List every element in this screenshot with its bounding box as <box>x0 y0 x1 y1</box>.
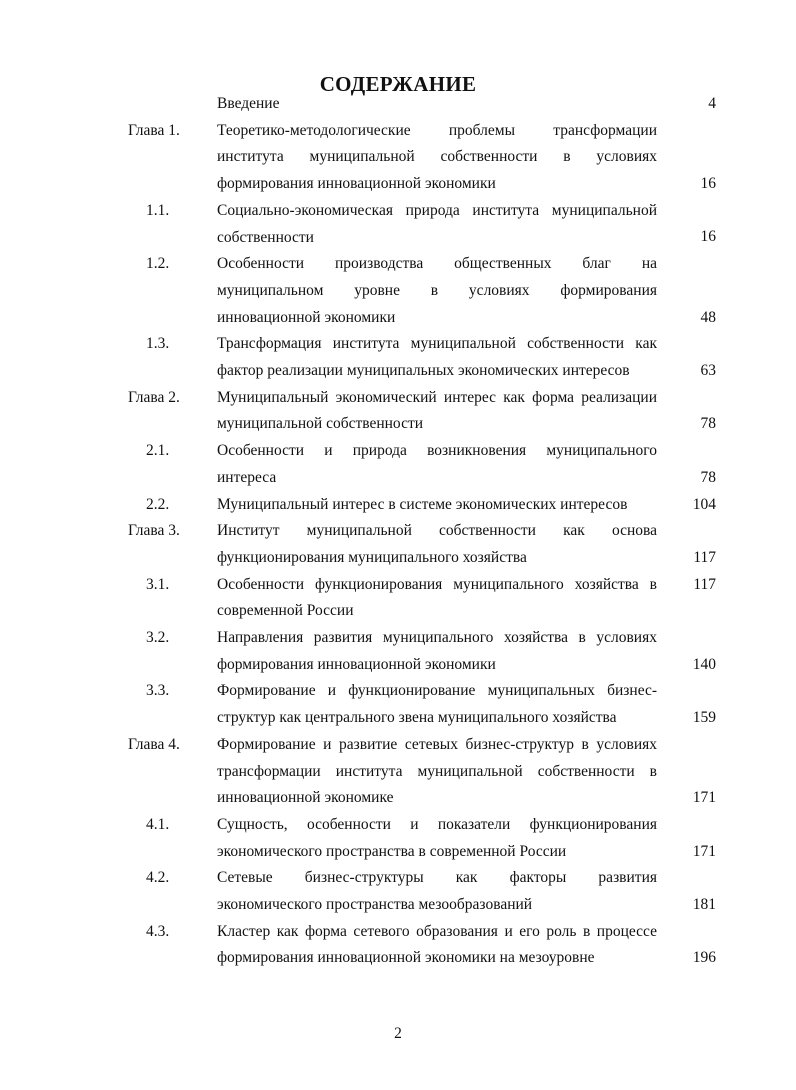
toc-entry-line: Особенности производства общественных благ на <box>217 255 657 273</box>
toc-entry-label: Глава 3. <box>128 522 180 540</box>
toc-entry-page: 16 <box>700 228 716 246</box>
toc-entry-page: 140 <box>692 655 716 673</box>
toc-entry-label: Глава 2. <box>128 388 180 406</box>
toc-entry-title <box>217 625 657 678</box>
toc-entry-page: 48 <box>700 308 716 326</box>
toc-entry-page: 104 <box>692 495 716 513</box>
toc-entry-line: муниципальной собственности <box>217 415 424 433</box>
toc-entry-label: 3.1. <box>146 575 170 593</box>
toc-entry-line: формирования инновационной экономики <box>217 175 496 193</box>
toc-entry-line: Особенности и природа возникновения муниципального <box>217 442 657 460</box>
toc-entry-title <box>217 251 657 331</box>
toc-entry-line: Особенности функционирования муниципального хозяйства в <box>217 575 657 593</box>
toc-entry-line: Муниципальный интерес в системе экономических интересов <box>217 495 628 513</box>
page-number: 2 <box>394 1025 402 1042</box>
toc-entry-line: Муниципальный экономический интерес как форма реализации <box>217 388 657 406</box>
toc-entry-page: 117 <box>693 548 716 566</box>
toc-entry-page: 4 <box>708 95 716 112</box>
toc-entry-label: 2.1. <box>146 442 170 460</box>
toc-entry-title <box>217 438 657 491</box>
toc-entry-line: фактор реализации муниципальных экономических интересов <box>217 362 630 379</box>
toc-entry-line: функционирования муниципального хозяйства <box>217 548 527 566</box>
toc-entry-title <box>217 732 657 812</box>
toc-entry-line: экономического пространства в современной России <box>217 842 567 860</box>
toc-entry-label: 1.2. <box>146 255 170 273</box>
toc-entry-title <box>217 331 657 384</box>
toc-entry-line: формирования инновационной экономики на мезоуровне <box>217 949 595 967</box>
toc-entry-line: структур как центрального звена муниципального хозяйства <box>217 709 617 727</box>
toc-entry-page: 16 <box>700 175 716 193</box>
toc-entry-page: 78 <box>700 415 716 433</box>
toc-entry-line: Введение <box>217 95 280 112</box>
toc-entry-line: Институт муниципальной собственности как основа <box>217 522 657 540</box>
toc-entry-title <box>217 385 657 438</box>
toc-entry-line: экономического пространства мезообразований <box>217 896 533 913</box>
toc-entry-line: Социально-экономическая природа института муниципальной <box>217 201 657 219</box>
toc-entry-label: 4.3. <box>146 922 170 940</box>
toc-entry-title <box>217 865 657 918</box>
toc-entry-line: Сетевые бизнес-структуры как факторы развития <box>217 869 657 887</box>
toc-entry-line: Сущность, особенности и показатели функционирования <box>217 815 657 833</box>
toc-entry-title <box>217 518 657 571</box>
toc-entry-page: 159 <box>692 709 716 727</box>
toc-entry-line: Кластер как форма сетевого образования и его роль в процессе <box>217 922 657 940</box>
toc-entry-line: инновационной экономике <box>217 789 394 807</box>
toc-entry-title <box>217 492 657 519</box>
toc-entry-title <box>217 812 657 865</box>
toc-entry-label: Глава 1. <box>128 121 180 139</box>
toc-entry-label: 1.1. <box>146 201 170 219</box>
toc-entry-title <box>217 572 657 625</box>
toc-entry-page: 171 <box>692 789 716 807</box>
toc-entry-page: 78 <box>700 468 716 486</box>
toc-entry-title <box>217 91 657 118</box>
toc-entry-label: 2.2. <box>146 495 170 513</box>
toc-entry-line: собственности <box>217 228 314 246</box>
toc-entry-label: Глава 4. <box>128 735 180 753</box>
toc-entry-line: Формирование и функционирование муниципальных бизнес- <box>217 682 657 700</box>
toc-entry-label: 3.2. <box>146 629 170 646</box>
toc-entry-title <box>217 198 657 251</box>
toc-entry-page: 171 <box>692 842 716 860</box>
toc-entry-line: Теоретико-методологические проблемы трансформации <box>217 121 657 139</box>
toc-entry-line: инновационной экономики <box>217 308 396 326</box>
toc-entry-label: 1.3. <box>146 335 170 353</box>
toc-entry-line: современной России <box>217 602 354 620</box>
toc-entry-line: Формирование и развитие сетевых бизнес-структур в условиях <box>217 735 657 753</box>
toc-entry-page: 63 <box>700 361 716 379</box>
toc-entry-page: 181 <box>692 895 716 913</box>
toc-entry-line: института муниципальной собственности в условиях <box>217 148 657 166</box>
toc-entry-label: 4.2. <box>146 869 170 887</box>
toc-entry-title <box>217 919 657 972</box>
toc-entry-line: трансформации института муниципальной собственности в <box>217 762 657 780</box>
toc-entry-label: 4.1. <box>146 815 170 833</box>
toc-entry-line: интереса <box>217 468 277 486</box>
toc-entry-title <box>217 678 657 731</box>
page-title: СОДЕРЖАНИЕ <box>319 72 477 96</box>
toc-entry-line: Направления развития муниципального хозяйства в условиях <box>217 629 657 646</box>
toc-entry-page: 117 <box>693 575 716 593</box>
toc-entry-page: 196 <box>692 949 716 967</box>
toc-entry-title <box>217 118 657 198</box>
toc-entry-line: формирования инновационной экономики <box>217 655 496 673</box>
toc-entry-line: Трансформация института муниципальной собственности как <box>217 335 657 353</box>
toc-entry-line: муниципальном уровне в условиях формирования <box>217 281 657 299</box>
toc-entry-label: 3.3. <box>146 682 170 700</box>
